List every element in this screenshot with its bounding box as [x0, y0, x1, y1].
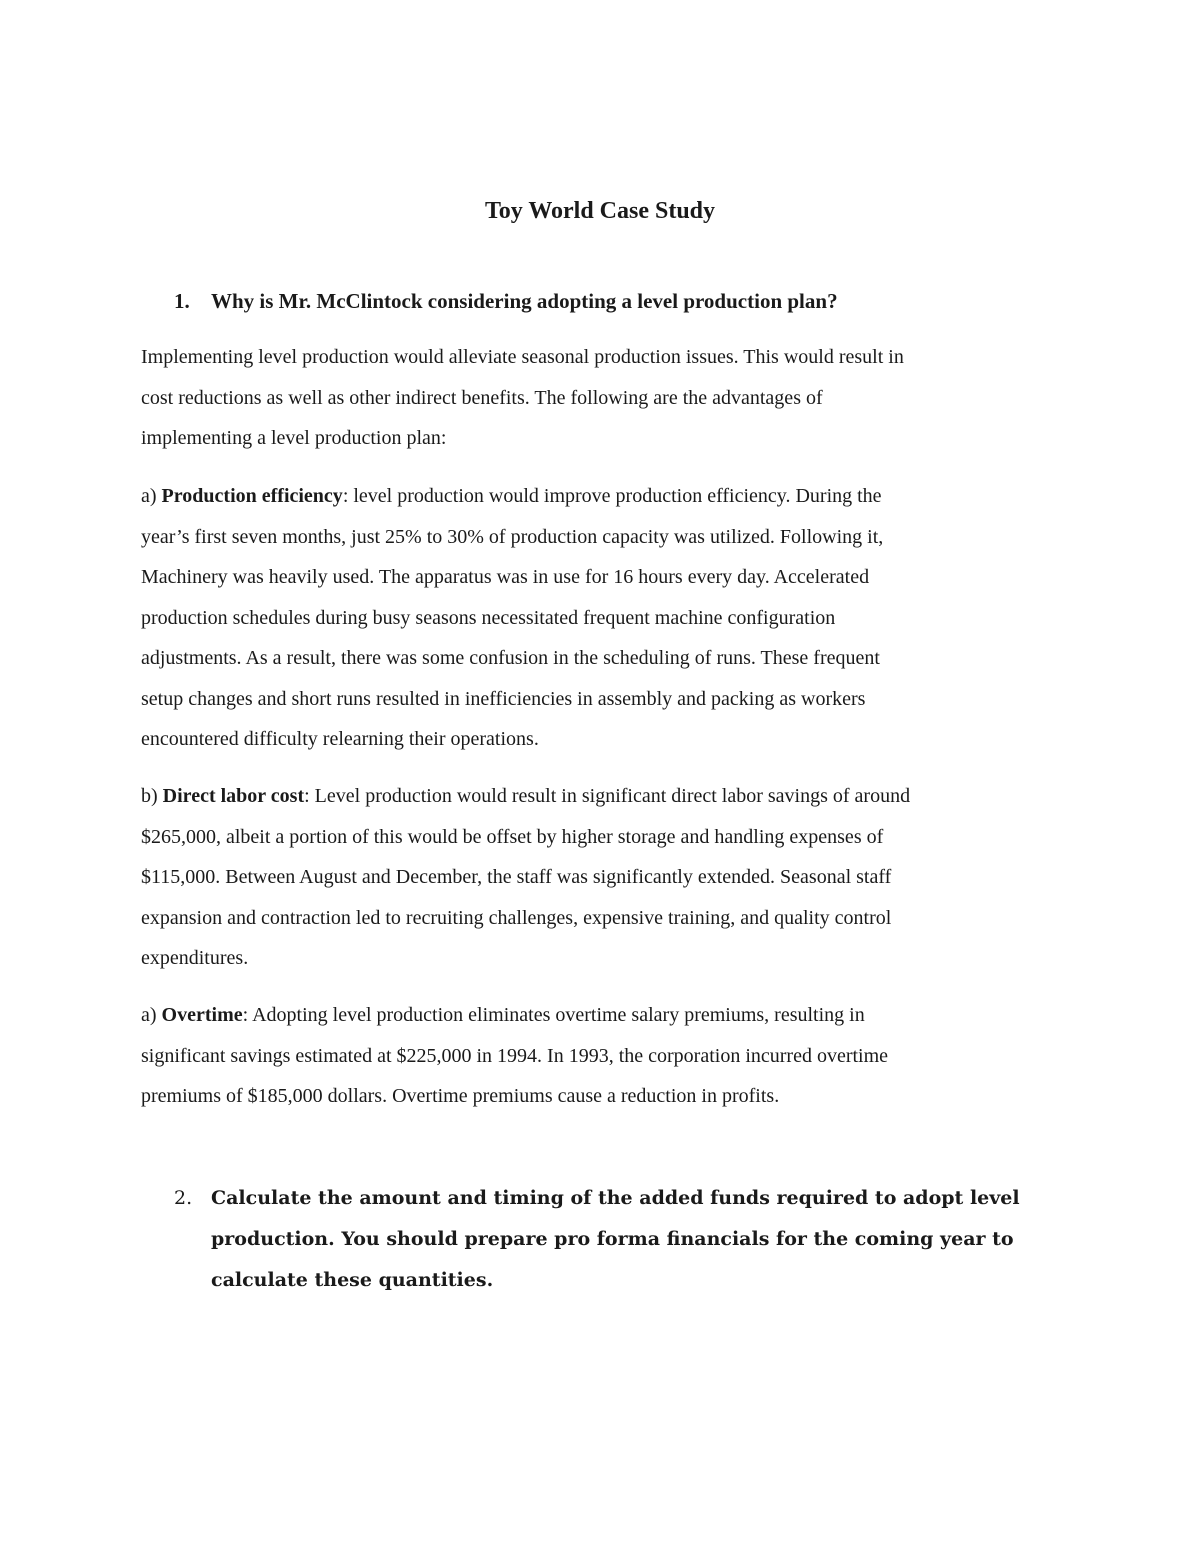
question-1-text: Why is Mr. McClintock considering adopting a level production plan? [211, 289, 838, 313]
point-prefix: a) [141, 1004, 162, 1026]
point-prefix: b) [141, 785, 163, 807]
question-2-heading [174, 1178, 1074, 1301]
question-2-line: Calculate the amount and timing of the added funds required to adopt level [211, 1187, 1020, 1209]
question-2-number: 2. [174, 1187, 193, 1209]
point-line: expenditures. [141, 947, 249, 969]
point-label: Direct labor cost [162, 785, 305, 807]
intro-line: cost reductions as well as other indirect benefits. The following are the advantages of [141, 386, 823, 409]
point-line: production schedules during busy seasons necessitated frequent machine configuration [141, 606, 836, 629]
question-2-line: production. You should prepare pro forma financials for the coming year to [211, 1228, 1014, 1250]
point-text: : Level production would result in significant direct labor savings of around [304, 785, 911, 807]
intro-line: implementing a level production plan: [141, 427, 447, 449]
point-first-line [141, 995, 1061, 1036]
document-title: Toy World Case Study [484, 198, 716, 224]
point-prefix: a) [141, 485, 162, 507]
point-line: setup changes and short runs resulted in inefficiencies in assembly and packing as workers [141, 687, 866, 710]
point-text: : Adopting level production eliminates overtime salary premiums, resulting in [242, 1004, 865, 1026]
point-direct-labor-cost [141, 776, 1061, 979]
point-production-efficiency [141, 476, 1061, 760]
intro-paragraph [141, 337, 1061, 459]
point-line: $265,000, albeit a portion of this would be offset by higher storage and handling expenses of [141, 825, 884, 848]
point-line: expansion and contraction led to recruiting challenges, expensive training, and quality control [141, 906, 892, 929]
point-first-line [141, 776, 1061, 817]
question-2-text [174, 1178, 1074, 1301]
point-line: encountered difficulty relearning their operations. [141, 728, 539, 750]
point-line: Machinery was heavily used. The apparatus was in use for 16 hours every day. Accelerated [141, 566, 870, 588]
point-line: $115,000. Between August and December, the staff was significantly extended. Seasonal staff [141, 866, 892, 888]
question-1-number: 1. [174, 289, 190, 313]
point-line: year’s first seven months, just 25% to 30% of production capacity was utilized. Following it, [141, 525, 884, 548]
point-first-line [141, 476, 1061, 517]
point-line: premiums of $185,000 dollars. Overtime premiums cause a reduction in profits. [141, 1085, 780, 1107]
question-1-heading [174, 281, 1074, 322]
point-label: Production efficiency [161, 485, 343, 507]
point-overtime [141, 995, 1061, 1117]
point-label: Overtime [161, 1004, 243, 1026]
point-line: significant savings estimated at $225,000 in 1994. In 1993, the corporation incurred overtime [141, 1044, 889, 1067]
point-line: adjustments. As a result, there was some confusion in the scheduling of runs. These frequent [141, 647, 880, 669]
intro-line: Implementing level production would alleviate seasonal production issues. This would result in [141, 346, 904, 368]
question-2-line: calculate these quantities. [211, 1269, 494, 1291]
point-text: : level production would improve production efficiency. During the [342, 485, 882, 507]
